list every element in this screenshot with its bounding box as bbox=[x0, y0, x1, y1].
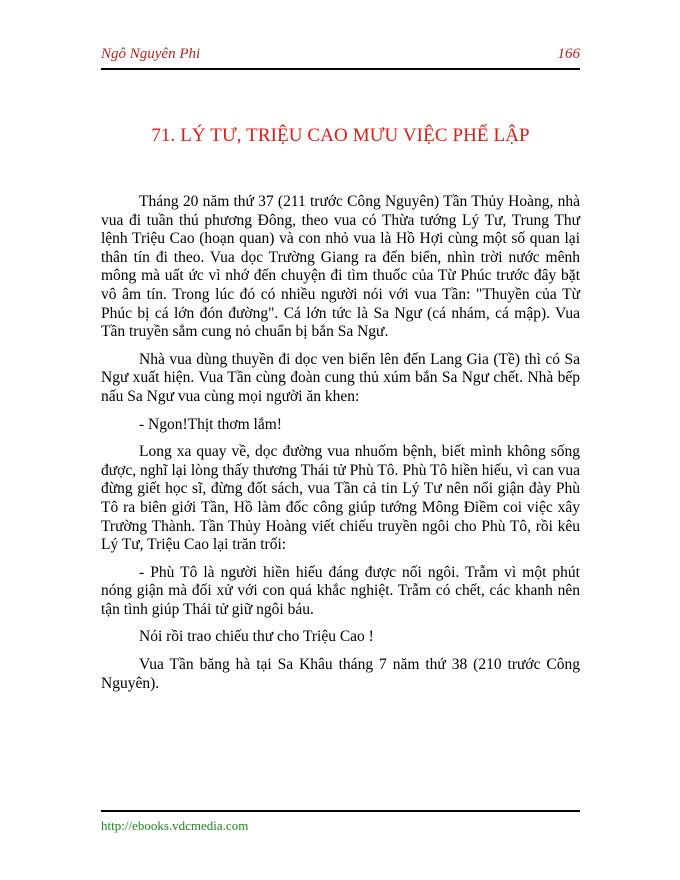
body-text bbox=[101, 193, 580, 702]
header-author: Ngô Nguyên Phi bbox=[101, 46, 201, 62]
paragraph: Nói rồi trao chiếu thư cho Triệu Cao ! bbox=[139, 628, 374, 646]
paragraph: - Ngon!Thịt thơm lắm! bbox=[139, 415, 282, 433]
paragraph: Long xa quay về, dọc đường vua nhuốm bệnh, biết mình không sống được, nghĩ lại lòng thấy thương Thái tử Phù Tô. Phù Tô hiền hiếu, vì can vua đừng giết học sĩ, đừng đốt sách, vua Tần cả tin Lý Tư nên nổi giận đày Phù Tô ra biên giới Tần, Hồ làm đốc công giúp tướng Mông Điềm coi việc xây Trường Thành. Tần Thủy Hoàng viết chiếu truyền ngôi cho Phù Tô, rồi kêu Lý Tư, Triệu Cao lại trăn trối: bbox=[101, 443, 580, 554]
paragraph: Vua Tần băng hà tại Sa Khâu tháng 7 năm thứ 38 (210 trước Công Nguyên). bbox=[101, 656, 580, 692]
header-divider bbox=[101, 68, 580, 70]
page-header bbox=[101, 46, 580, 68]
header-page-number: 166 bbox=[557, 46, 580, 62]
paragraph: - Phù Tô là người hiền hiếu đáng được nối ngôi. Trẫm vì một phút nóng giận mà đối xử với con quá khắc nghiệt. Trẫm có chết, các khanh nên tận tình giúp Thái tử giữ ngôi báu. bbox=[101, 563, 580, 618]
footer-link[interactable]: http://ebooks.vdcmedia.com bbox=[101, 818, 249, 833]
paragraph: Nhà vua dùng thuyền đi dọc ven biển lên đến Lang Gia (Tề) thì có Sa Ngư xuất hiện. Vua Tần cùng đoàn cung thủ xúm bắn Sa Ngư chết. Nhà bếp nấu Sa Ngư vua cùng mọi người ăn khen: bbox=[101, 350, 580, 405]
paragraph: Tháng 20 năm thứ 37 (211 trước Công Nguyên) Tần Thủy Hoàng, nhà vua đi tuần thú phương Đông, theo vua có Thừa tướng Lý Tư, Trung Thư lệnh Triệu Cao (hoạn quan) và con nhỏ vua là Hồ Hợi cùng một số quan lại thân tín đi theo. Vua dọc Trường Giang ra đến biển, nhìn trời nước mênh mông mà uất ức vì nhớ đến chuyện đi tìm thuốc của Từ Phúc trước đây bặt vô âm tín. Trong lúc đó có nhiều người nói với vua Tần: "Thuyền của Từ Phúc bị cá lớn đón đường". Cá lớn tức là Sa Ngư (cá nhám, cá mập). Vua Tần truyền sắm cung nỏ chuẩn bị bắn Sa Ngư. bbox=[101, 193, 580, 341]
chapter-title: 71. LÝ TƯ, TRIỆU CAO MƯU VIỆC PHẾ LẬP bbox=[151, 125, 530, 146]
footer-divider bbox=[101, 810, 580, 812]
